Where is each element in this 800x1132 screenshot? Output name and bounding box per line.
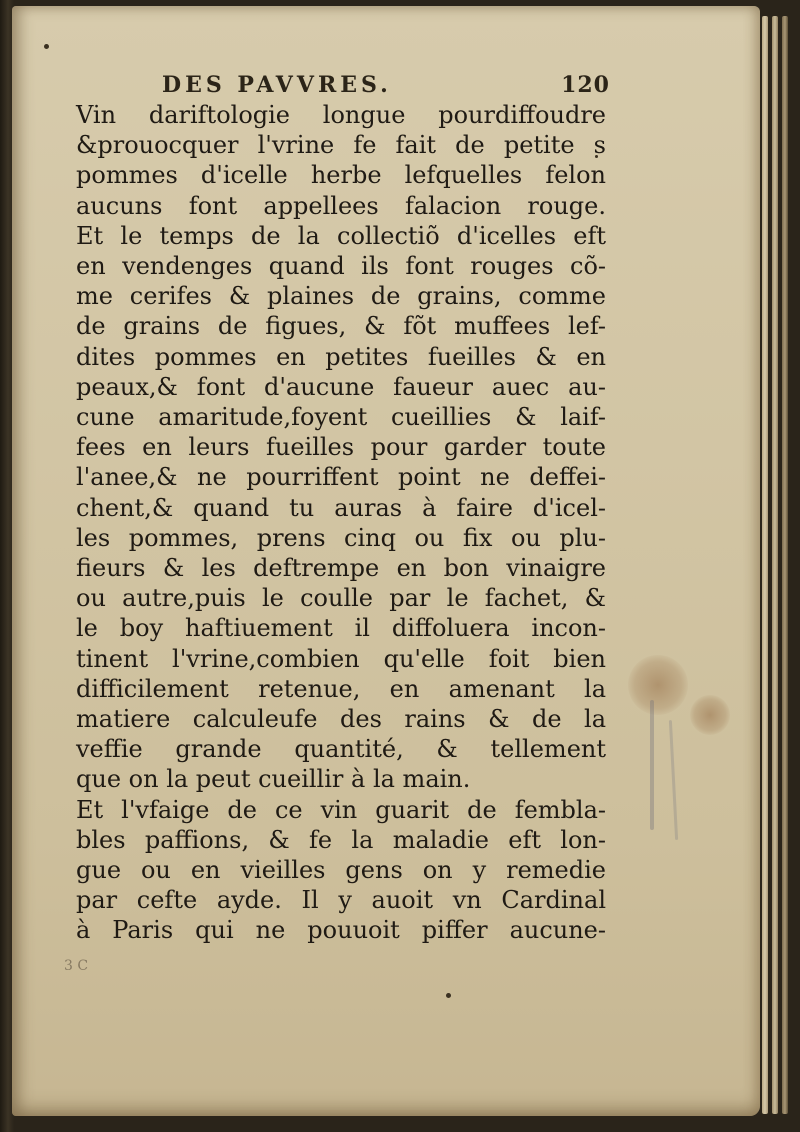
text-line: dites pommes en petites fueilles & en — [76, 342, 606, 371]
page-speck — [446, 993, 451, 998]
text-line: l'anee,& ne pourriffent point ne deffei- — [76, 463, 606, 492]
body-text — [76, 100, 606, 946]
text-line: fieurs & les deftrempe en bon vinaigre — [76, 554, 606, 583]
page-stack-edge — [762, 16, 768, 1114]
text-line: par cefte ayde. Il y auoit vn Cardinal — [76, 886, 606, 915]
text-line: veffie grande quantité, & tellement — [76, 735, 606, 764]
page-stack-edge — [782, 16, 788, 1114]
running-head: DES PAVVRES. — [162, 72, 392, 98]
page-stack-edge — [772, 16, 778, 1114]
text-line: le boy haftiuement il diffoluera incon- — [76, 614, 606, 643]
text-line: Vin dariftologie longue pourdiffoudre — [76, 101, 606, 129]
text-line: difficilement retenue, en amenant la — [76, 674, 606, 703]
text-line: ou autre,puis le coulle par le fachet, & — [76, 584, 606, 613]
text-line: pommes d'icelle herbe lefquelles felon — [76, 161, 606, 190]
text-line: chent,& quand tu auras à faire d'icel- — [76, 493, 606, 522]
text-line: les pommes, prens cinq ou fix ou plu- — [76, 523, 606, 552]
text-line: me cerifes & plaines de grains, comme — [76, 282, 606, 311]
text-line: matiere calculeufe des rains & de la — [76, 705, 606, 734]
text-line: Et le temps de la collectiõ d'icelles eft — [76, 221, 606, 250]
page-stain — [690, 695, 730, 735]
text-line: en vendenges quand ils font rouges cõ- — [76, 252, 606, 281]
text-line: cune amaritude,foyent cueillies & laif- — [76, 403, 606, 432]
signature-mark: 3 C — [64, 958, 89, 974]
text-line: bles paffions, & fe la maladie eft lon- — [76, 825, 606, 854]
text-line: tinent l'vrine,combien qu'elle foit bien — [76, 644, 606, 673]
text-line: que on la peut cueillir à la main. — [76, 765, 471, 794]
text-line: &prouocquer l'vrine fe fait de petite s — [76, 131, 606, 160]
pencil-mark — [650, 700, 654, 830]
text-line: peaux,& font d'aucune faueur auec au- — [76, 372, 606, 401]
text-line: à Paris qui ne pouuoit piffer aucune- — [76, 916, 606, 945]
page-speck — [44, 44, 49, 49]
text-line: fees en leurs fueilles pour garder toute — [76, 433, 606, 462]
page-stain — [628, 655, 688, 715]
text-line: de grains de figues, & fõt muffees lef- — [76, 312, 606, 341]
text-line: aucuns font appellees falacion rouge. — [76, 191, 606, 220]
text-line: Et l'vfaige de ce vin guarit de fembla- — [76, 795, 606, 824]
text-line: gue ou en vieilles gens on y remedie — [76, 856, 606, 885]
page-number: 120 — [561, 72, 610, 98]
